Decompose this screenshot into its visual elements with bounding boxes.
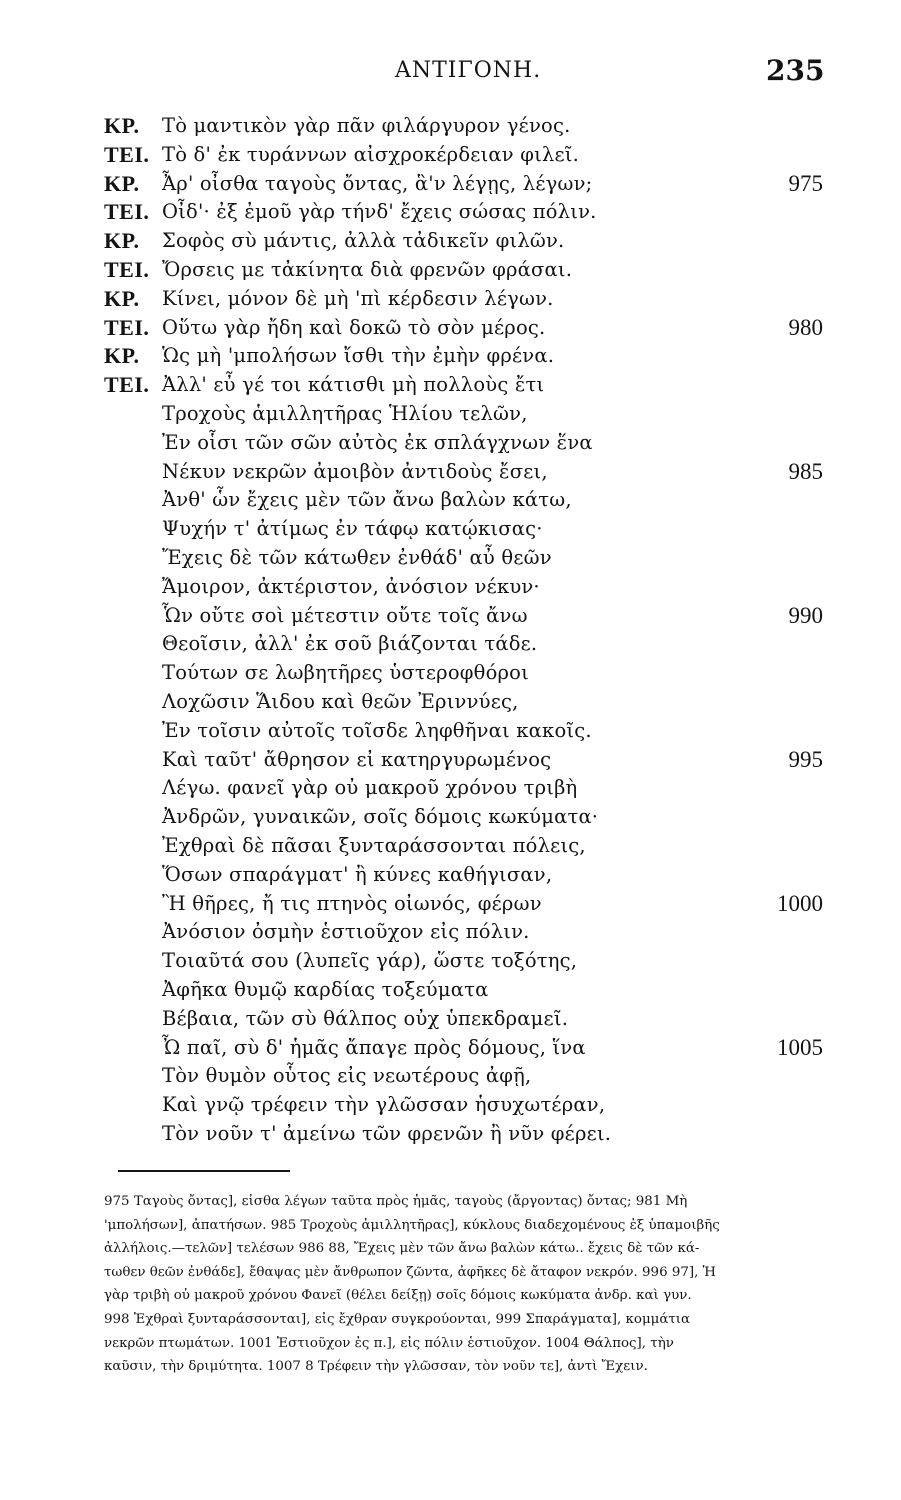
verse-text: Οἶδ'· ἐξ ἐμοῦ γὰρ τήνδ' ἔχεις σώσας πόλιν. xyxy=(162,200,597,224)
verse-line xyxy=(0,746,901,775)
verse-text: Λοχῶσιν Ἅιδου καὶ θεῶν Ἐριννύες, xyxy=(162,689,519,713)
verse-text: Νέκυν νεκρῶν ἀμοιβὸν ἀντιδοὺς ἔσει, xyxy=(162,459,548,483)
verse-line xyxy=(0,141,901,170)
verse-line xyxy=(0,774,901,803)
speaker-label: ΤΕΙ. xyxy=(104,256,150,282)
verse-line xyxy=(0,198,901,227)
footnote-line: 'μπολήσων], ἀπατήσων. 985 Τροχοὺς ἁμιλλητῆρας], κύκλους διαδεχομένους ἐξ ὑπαμοιβῆς xyxy=(104,1217,720,1233)
speaker-label: ΚΡ. xyxy=(104,228,140,254)
verse-text: Ὅσων σπαράγματ' ἢ κύνες καθήγισαν, xyxy=(162,862,553,886)
speaker-label: ΤΕΙ. xyxy=(104,199,150,225)
verse-line xyxy=(0,429,901,458)
verse-text: Τὸ δ' ἐκ τυράννων αἰσχροκέρδειαν φιλεῖ. xyxy=(162,142,580,166)
speaker-label: ΚΡ. xyxy=(104,170,140,196)
verse-text: Ἔχεις δὲ τῶν κάτωθεν ἐνθάδ' αὖ θεῶν xyxy=(162,545,552,569)
line-number: 990 xyxy=(788,602,823,628)
verse-line xyxy=(0,803,901,832)
footnote-line: τωθεν θεῶν ἐνθάδε], ἔθαψας μὲν ἄνθρωπον ζῶντα, ἀφῆκες δὲ ἄταφον νεκρόν. 996 97], Ἡ xyxy=(104,1264,716,1280)
verse-text: Οὕτω γὰρ ἤδη καὶ δοκῶ τὸ σὸν μέρος. xyxy=(162,315,546,339)
verse-line xyxy=(0,458,901,487)
verse-line xyxy=(0,314,901,343)
verse-text: Ἢ θῆρες, ἤ τις πτηνὸς οἰωνός, φέρων xyxy=(162,891,542,915)
verse-line xyxy=(0,371,901,400)
verse-line xyxy=(0,1062,901,1091)
line-number: 1000 xyxy=(777,890,823,916)
verse-text: Λέγω. φανεῖ γὰρ οὐ μακροῦ χρόνου τριβὴ xyxy=(162,776,578,800)
footnotes xyxy=(104,1190,816,1379)
speaker-label: ΚΡ. xyxy=(104,113,140,138)
line-number: 975 xyxy=(788,170,823,196)
verse-block xyxy=(0,112,901,1149)
verse-text: Τούτων σε λωβητῆρες ὑστεροφθόροι xyxy=(162,661,529,685)
verse-line xyxy=(0,832,901,861)
verse-line xyxy=(0,256,901,285)
verse-text: Τοιαῦτά σου (λυπεῖς γάρ), ὥστε τοξότης, xyxy=(162,949,578,973)
verse-line xyxy=(0,1005,901,1034)
verse-line xyxy=(0,688,901,717)
verse-text: Ἐχθραὶ δὲ πᾶσαι ξυνταράσσονται πόλεις, xyxy=(162,833,586,857)
verse-line xyxy=(0,1034,901,1063)
verse-line xyxy=(0,602,901,631)
verse-line xyxy=(0,947,901,976)
verse-text: Τροχοὺς ἁμιλλητῆρας Ἡλίου τελῶν, xyxy=(162,401,528,425)
verse-text: Ἆρ' οἶσθα ταγοὺς ὄντας, ἃ'ν λέγῃς, λέγων; xyxy=(162,171,593,195)
verse-text: Ἀνθ' ὧν ἔχεις μὲν τῶν ἄνω βαλὼν κάτω, xyxy=(162,488,572,512)
footnote-line: γὰρ τριβὴ οὐ μακροῦ χρόνου Φανεῖ (θέλει δείξῃ) σοῖς δόμοις κωκύματα ἀνδρ. καὶ γυν. xyxy=(104,1288,692,1304)
verse-line xyxy=(0,890,901,919)
verse-line xyxy=(0,400,901,429)
verse-text: Θεοῖσιν, ἀλλ' ἐκ σοῦ βιάζονται τάδε. xyxy=(162,632,538,656)
verse-line xyxy=(0,342,901,371)
verse-text: Ἀνόσιον ὀσμὴν ἑστιοῦχον εἰς πόλιν. xyxy=(162,920,530,944)
speaker-label: ΤΕΙ. xyxy=(104,141,150,167)
verse-line xyxy=(0,1091,901,1120)
verse-text: Ὦ παῖ, σὺ δ' ἡμᾶς ἄπαγε πρὸς δόμους, ἵνα xyxy=(162,1035,586,1059)
verse-text: Ὡς μὴ 'μπολήσων ἴσθι τὴν ἐμὴν φρένα. xyxy=(162,344,555,368)
verse-line xyxy=(0,573,901,602)
verse-text: Καὶ γνῷ τρέφειν τὴν γλῶσσαν ἡσυχωτέραν, xyxy=(162,1093,606,1117)
footnote-line: 975 Ταγοὺς ὄντας], εἰσθα λέγων ταῦτα πρὸς ἡμᾶς, ταγοὺς (ἄργοντας) ὄντας; 981 Μὴ xyxy=(104,1194,688,1209)
verse-text: Τὸν νοῦν τ' ἀμείνω τῶν φρενῶν ἢ νῦν φέρει. xyxy=(162,1121,612,1145)
verse-line xyxy=(0,630,901,659)
footnote-line: καῦσιν, τὴν δριμύτητα. 1007 8 Τρέφειν τὴν γλῶσσαν, τὸν νοῦν τε], ἀντὶ Ἔχειν. xyxy=(104,1359,648,1375)
verse-text: Κίνει, μόνον δὲ μὴ 'πὶ κέρδεσιν λέγων. xyxy=(162,286,554,310)
verse-line xyxy=(0,285,901,314)
speaker-label: ΤΕΙ. xyxy=(104,314,150,340)
verse-line xyxy=(0,112,901,141)
verse-line xyxy=(0,1120,901,1149)
verse-line xyxy=(0,976,901,1005)
verse-line xyxy=(0,170,901,199)
line-number: 980 xyxy=(788,314,823,340)
verse-text: Ἄμοιρον, ἀκτέριστον, ἀνόσιον νέκυν· xyxy=(162,574,540,598)
verse-line xyxy=(0,486,901,515)
speaker-label: ΚΡ. xyxy=(104,285,140,311)
verse-text: Τὸ μαντικὸν γὰρ πᾶν φιλάργυρον γένος. xyxy=(162,114,571,137)
verse-text: Τὸν θυμὸν οὗτος εἰς νεωτέρους ἀφῇ, xyxy=(162,1064,532,1088)
verse-line xyxy=(0,717,901,746)
footnote-line: νεκρῶν πτωμάτων. 1001 Ἑστιοῦχον ἐς π.], εἰς πόλιν ἑστιοῦχον. 1004 Θάλπος], τὴν xyxy=(104,1335,674,1351)
footnote-separator xyxy=(118,1170,290,1172)
verse-text: Ἀφῆκα θυμῷ καρδίας τοξεύματα xyxy=(162,977,489,1001)
verse-line xyxy=(0,659,901,688)
footnote-line: 998 Ἐχθραὶ ξυνταράσσονται], εἰς ἔχθραν συγκρούονται, 999 Σπαράγματα], κομμάτια xyxy=(104,1311,691,1327)
running-title: ΑΝΤΙΓΟΝΗ. xyxy=(395,58,542,83)
line-number: 985 xyxy=(788,458,823,484)
speaker-label: ΚΡ. xyxy=(104,343,140,369)
page-number: 235 xyxy=(766,54,825,87)
verse-text: Ἐν τοῖσιν αὐτοῖς τοῖσδε ληφθῆναι κακοῖς. xyxy=(162,718,592,742)
verse-line xyxy=(0,918,901,947)
verse-text: Βέβαια, τῶν σὺ θάλπος οὐχ ὑπεκδραμεῖ. xyxy=(162,1006,569,1030)
verse-text: Σοφὸς σὺ μάντις, ἀλλὰ τἀδικεῖν φιλῶν. xyxy=(162,229,565,253)
verse-line xyxy=(0,515,901,544)
line-number: 995 xyxy=(788,746,823,772)
verse-text: Ὧν οὔτε σοὶ μέτεστιν οὔτε τοῖς ἄνω xyxy=(162,603,528,627)
verse-line xyxy=(0,544,901,573)
verse-line xyxy=(0,227,901,256)
line-number: 1005 xyxy=(777,1034,823,1060)
page-header xyxy=(0,54,901,94)
verse-text: Ὄρσεις με τἀκίνητα διὰ φρενῶν φράσαι. xyxy=(162,257,573,281)
verse-line xyxy=(0,861,901,890)
verse-text: Ἐν οἷσι τῶν σῶν αὐτὸς ἐκ σπλάγχνων ἕνα xyxy=(162,430,593,454)
verse-text: Ἀνδρῶν, γυναικῶν, σοῖς δόμοις κωκύματα· xyxy=(162,805,599,829)
verse-text: Καὶ ταῦτ' ἄθρησον εἰ κατηργυρωμένος xyxy=(162,747,552,771)
verse-text: Ἀλλ' εὖ γέ τοι κάτισθι μὴ πολλοὺς ἔτι xyxy=(162,373,545,397)
speaker-label: ΤΕΙ. xyxy=(104,372,150,398)
verse-text: Ψυχήν τ' ἀτίμως ἐν τάφῳ κατῴκισας· xyxy=(162,517,543,541)
footnote-line: ἀλλήλοις.—τελῶν] τελέσων 986 88, Ἔχεις μὲν τῶν ἄνω βαλὼν κάτω.. ἔχεις δὲ τῶν κά- xyxy=(104,1241,700,1257)
